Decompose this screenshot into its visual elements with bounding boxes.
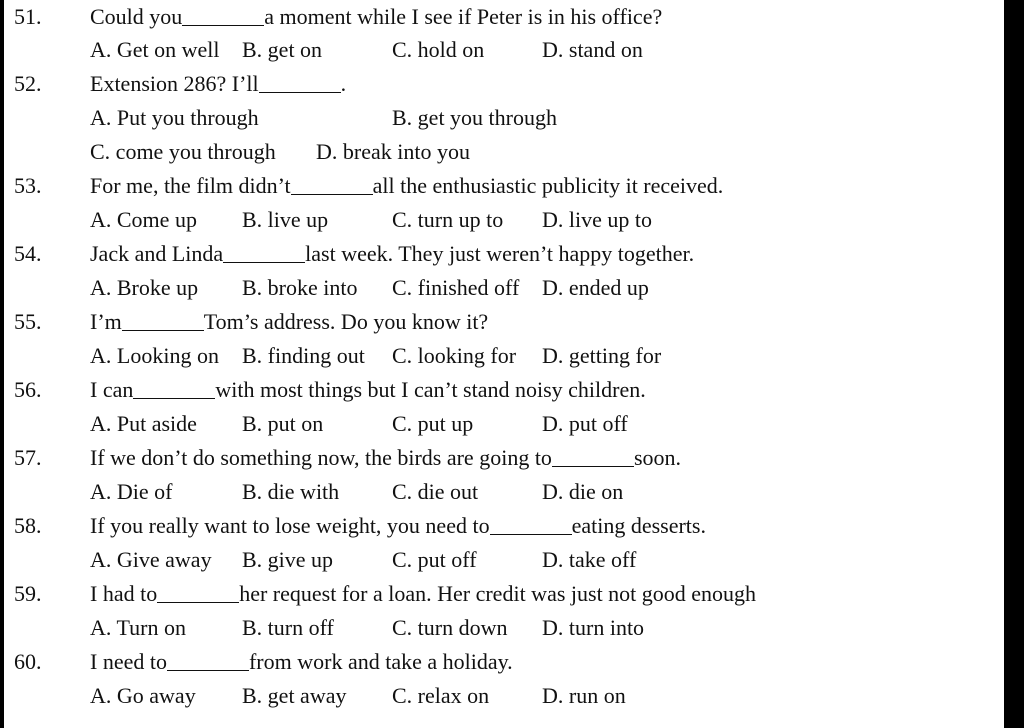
- answer-blank: [291, 170, 373, 195]
- question-number: 55.: [14, 309, 42, 334]
- option-a: A. Put aside: [90, 411, 197, 436]
- question-text-after-blank: eating desserts.: [571, 513, 706, 538]
- option-b: B. get you through: [392, 105, 557, 130]
- question-text: [90, 441, 681, 475]
- question-text-before-blank: I’m: [90, 309, 122, 334]
- option-d: D. break into you: [316, 139, 470, 164]
- option-d: D. die on: [542, 479, 624, 504]
- question-text: [90, 237, 694, 271]
- question-text-before-blank: For me, the film didn’t: [90, 173, 291, 198]
- option-d: D. ended up: [542, 275, 649, 300]
- answer-blank: [552, 442, 634, 467]
- option-d: D. take off: [542, 547, 637, 572]
- option-a: A. Come up: [90, 207, 197, 232]
- question-text-before-blank: I had to: [90, 581, 158, 606]
- option-a: A. Die of: [90, 479, 173, 504]
- question-text-before-blank: Jack and Linda: [90, 241, 224, 266]
- question-number: 51.: [14, 4, 42, 29]
- option-d: D. live up to: [542, 207, 652, 232]
- question-number: 56.: [14, 377, 42, 402]
- option-a: A. Turn on: [90, 615, 186, 640]
- question-text-after-blank: soon.: [633, 445, 681, 470]
- option-b: B. broke into: [242, 275, 358, 300]
- option-b: B. give up: [242, 547, 334, 572]
- question-number: 52.: [14, 71, 42, 96]
- question-number: 59.: [14, 581, 42, 606]
- question-text: [90, 509, 706, 543]
- option-c: C. looking for: [392, 343, 517, 368]
- question-text-after-blank: .: [340, 71, 347, 96]
- option-c: C. finished off: [392, 275, 520, 300]
- option-d: D. stand on: [542, 37, 643, 62]
- answer-blank: [182, 1, 264, 26]
- question-number: 57.: [14, 445, 42, 470]
- question-text-before-blank: Extension 286? I’ll: [90, 71, 259, 96]
- question-text: [90, 169, 723, 203]
- answer-blank: [167, 646, 249, 671]
- option-c: C. come you through: [90, 139, 276, 164]
- option-d: D. getting for: [542, 343, 662, 368]
- question-number: 60.: [14, 649, 42, 674]
- question-text: [90, 67, 346, 101]
- option-a: A. Go away: [90, 683, 196, 708]
- question-text-after-blank: her request for a loan. Her credit was just not good enough: [239, 581, 757, 606]
- answer-blank: [223, 238, 305, 263]
- right-edge-bar: [1004, 0, 1024, 728]
- option-c: C. hold on: [392, 37, 485, 62]
- question-text: [90, 373, 646, 407]
- worksheet-page: [4, 0, 1004, 728]
- option-d: D. put off: [542, 411, 628, 436]
- question-text-after-blank: Tom’s address. Do you know it?: [203, 309, 489, 334]
- question-text: [90, 577, 756, 611]
- option-c: C. put off: [392, 547, 477, 572]
- question-text-after-blank: from work and take a holiday.: [248, 649, 513, 674]
- question-number: 54.: [14, 241, 42, 266]
- option-b: B. die with: [242, 479, 340, 504]
- question-text-before-blank: I need to: [90, 649, 167, 674]
- option-c: C. relax on: [392, 683, 490, 708]
- option-c: C. turn up to: [392, 207, 504, 232]
- option-d: D. turn into: [542, 615, 645, 640]
- option-c: C. put up: [392, 411, 474, 436]
- option-c: C. die out: [392, 479, 479, 504]
- option-c: C. turn down: [392, 615, 508, 640]
- question-text-after-blank: last week. They just weren’t happy together.: [305, 241, 695, 266]
- answer-blank: [157, 578, 239, 603]
- option-a: A. Looking on: [90, 343, 219, 368]
- question-text-before-blank: If we don’t do something now, the birds are going to: [90, 445, 552, 470]
- option-b: B. get on: [242, 37, 323, 62]
- option-d: D. run on: [542, 683, 626, 708]
- question-text: [90, 0, 662, 34]
- option-b: B. put on: [242, 411, 324, 436]
- option-a: A. Get on well: [90, 37, 220, 62]
- question-text-before-blank: Could you: [90, 4, 183, 29]
- question-text-after-blank: a moment while I see if Peter is in his office?: [264, 4, 663, 29]
- option-b: B. get away: [242, 683, 347, 708]
- question-number: 53.: [14, 173, 42, 198]
- option-a: A. Put you through: [90, 105, 259, 130]
- option-b: B. live up: [242, 207, 329, 232]
- question-text-before-blank: I can: [90, 377, 134, 402]
- answer-blank: [490, 510, 572, 535]
- option-b: B. finding out: [242, 343, 365, 368]
- option-a: A. Give away: [90, 547, 212, 572]
- option-a: A. Broke up: [90, 275, 199, 300]
- question-text-before-blank: If you really want to lose weight, you need to: [90, 513, 490, 538]
- question-number: 58.: [14, 513, 42, 538]
- answer-blank: [133, 374, 215, 399]
- question-text-after-blank: all the enthusiastic publicity it received.: [372, 173, 724, 198]
- option-b: B. turn off: [242, 615, 334, 640]
- answer-blank: [122, 306, 204, 331]
- answer-blank: [259, 68, 341, 93]
- question-text: [90, 305, 488, 339]
- question-text: [90, 645, 513, 679]
- question-text-after-blank: with most things but I can’t stand noisy children.: [215, 377, 646, 402]
